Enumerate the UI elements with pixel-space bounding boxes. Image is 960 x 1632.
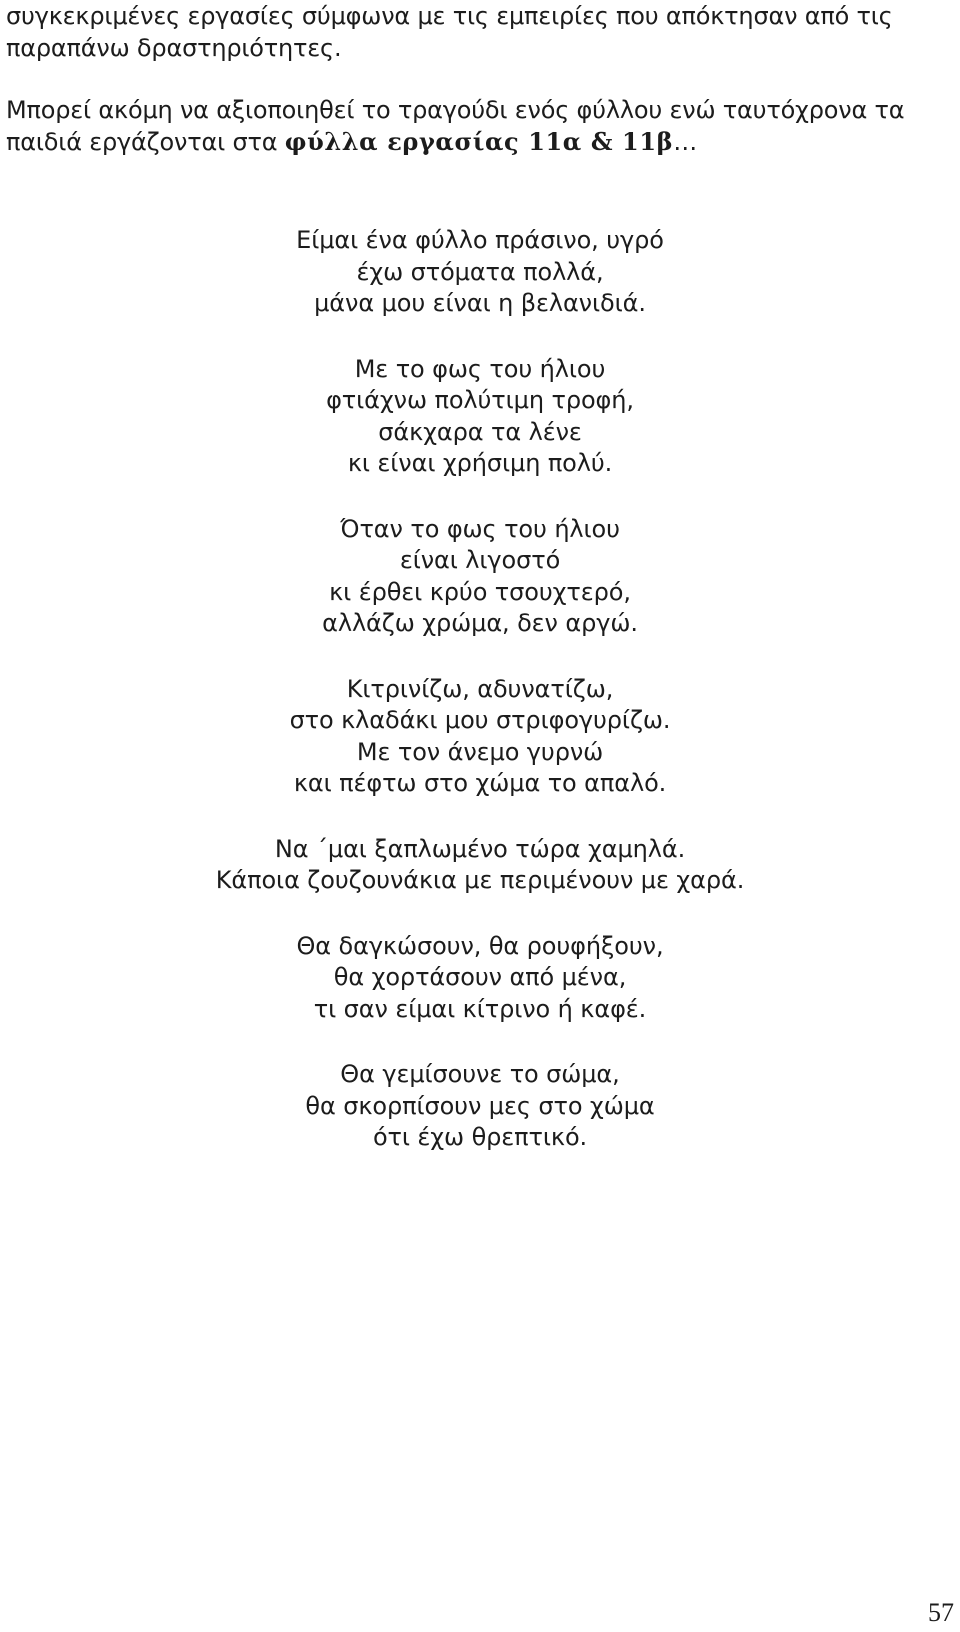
poem-line: φτιάχνω πολύτιμη τροφή, <box>326 386 634 414</box>
poem-line: σάκχαρα τα λένε <box>378 417 582 446</box>
intro-paragraph-2 <box>6 94 956 158</box>
poem-line: Όταν το φως του ήλιου <box>340 514 620 543</box>
poem-line: κι είναι χρήσιμη πολύ. <box>347 449 613 477</box>
worksheet-reference: φύλλα εργασίας 11α & 11β <box>284 127 674 156</box>
poem-line: Είμαι ένα φύλλο πράσινο, υγρό <box>296 226 664 254</box>
poem-line: αλλάζω χρώμα, δεν αργώ. <box>322 609 638 637</box>
poem-line: θα χορτάσουν από μένα, <box>333 963 627 991</box>
stanza <box>0 1059 960 1154</box>
stanza <box>0 674 960 800</box>
intro-text-2 <box>6 94 956 158</box>
poem-line: Να ΄μαι ξαπλωμένο τώρα χαμηλά. <box>274 834 686 863</box>
stanza <box>0 931 960 1026</box>
stanza <box>0 225 960 320</box>
stanza <box>0 834 960 897</box>
poem-line: κι έρθει κρύο τσουχτερό, <box>329 577 631 606</box>
poem-line: στο κλαδάκι μου στριφογυρίζω. <box>289 706 671 734</box>
poem-line: θα σκορπίσουν μες στο χώμα <box>305 1091 655 1120</box>
page-number: 57 <box>928 1598 954 1627</box>
poem-line: Κάποια ζουζουνάκια με περιμένουν με χαρά. <box>215 866 745 894</box>
poem-line: έχω στόματα πολλά, <box>356 257 604 286</box>
intro-paragraph-1 <box>6 0 956 64</box>
poem-line: είναι λιγοστό <box>399 546 561 574</box>
poem-line: Κιτρινίζω, αδυνατίζω, <box>346 674 614 703</box>
poem-line: και πέφτω στο χώμα το απαλό. <box>293 769 667 797</box>
poem-line: Με τον άνεμο γυρνώ <box>356 737 604 766</box>
poem-line: τι σαν είμαι κίτρινο ή καφέ. <box>313 994 647 1023</box>
intro-text-2-suffix: … <box>673 128 698 156</box>
poem-line: μάνα μου είναι η βελανιδιά. <box>314 289 646 317</box>
poem-line: Θα γεμίσουνε το σώμα, <box>340 1060 620 1088</box>
poem-line: ότι έχω θρεπτικό. <box>372 1123 588 1151</box>
stanza <box>0 514 960 640</box>
stanza <box>0 354 960 480</box>
intro-text-1: συγκεκριμένες εργασίες σύμφωνα με τις εμπειρίες που απόκτησαν από τις παραπάνω δραστηριότητες. <box>6 2 893 62</box>
poem-line: Θα δαγκώσουν, θα ρουφήξουν, <box>296 931 664 960</box>
intro-text-2-prefix: Μπορεί ακόμη να αξιοποιηθεί το τραγούδι ενός φύλλου ενώ ταυτόχρονα τα παιδιά εργάζονται στα <box>6 96 905 156</box>
poem <box>0 225 960 1188</box>
poem-line: Με το φως του ήλιου <box>354 354 606 383</box>
